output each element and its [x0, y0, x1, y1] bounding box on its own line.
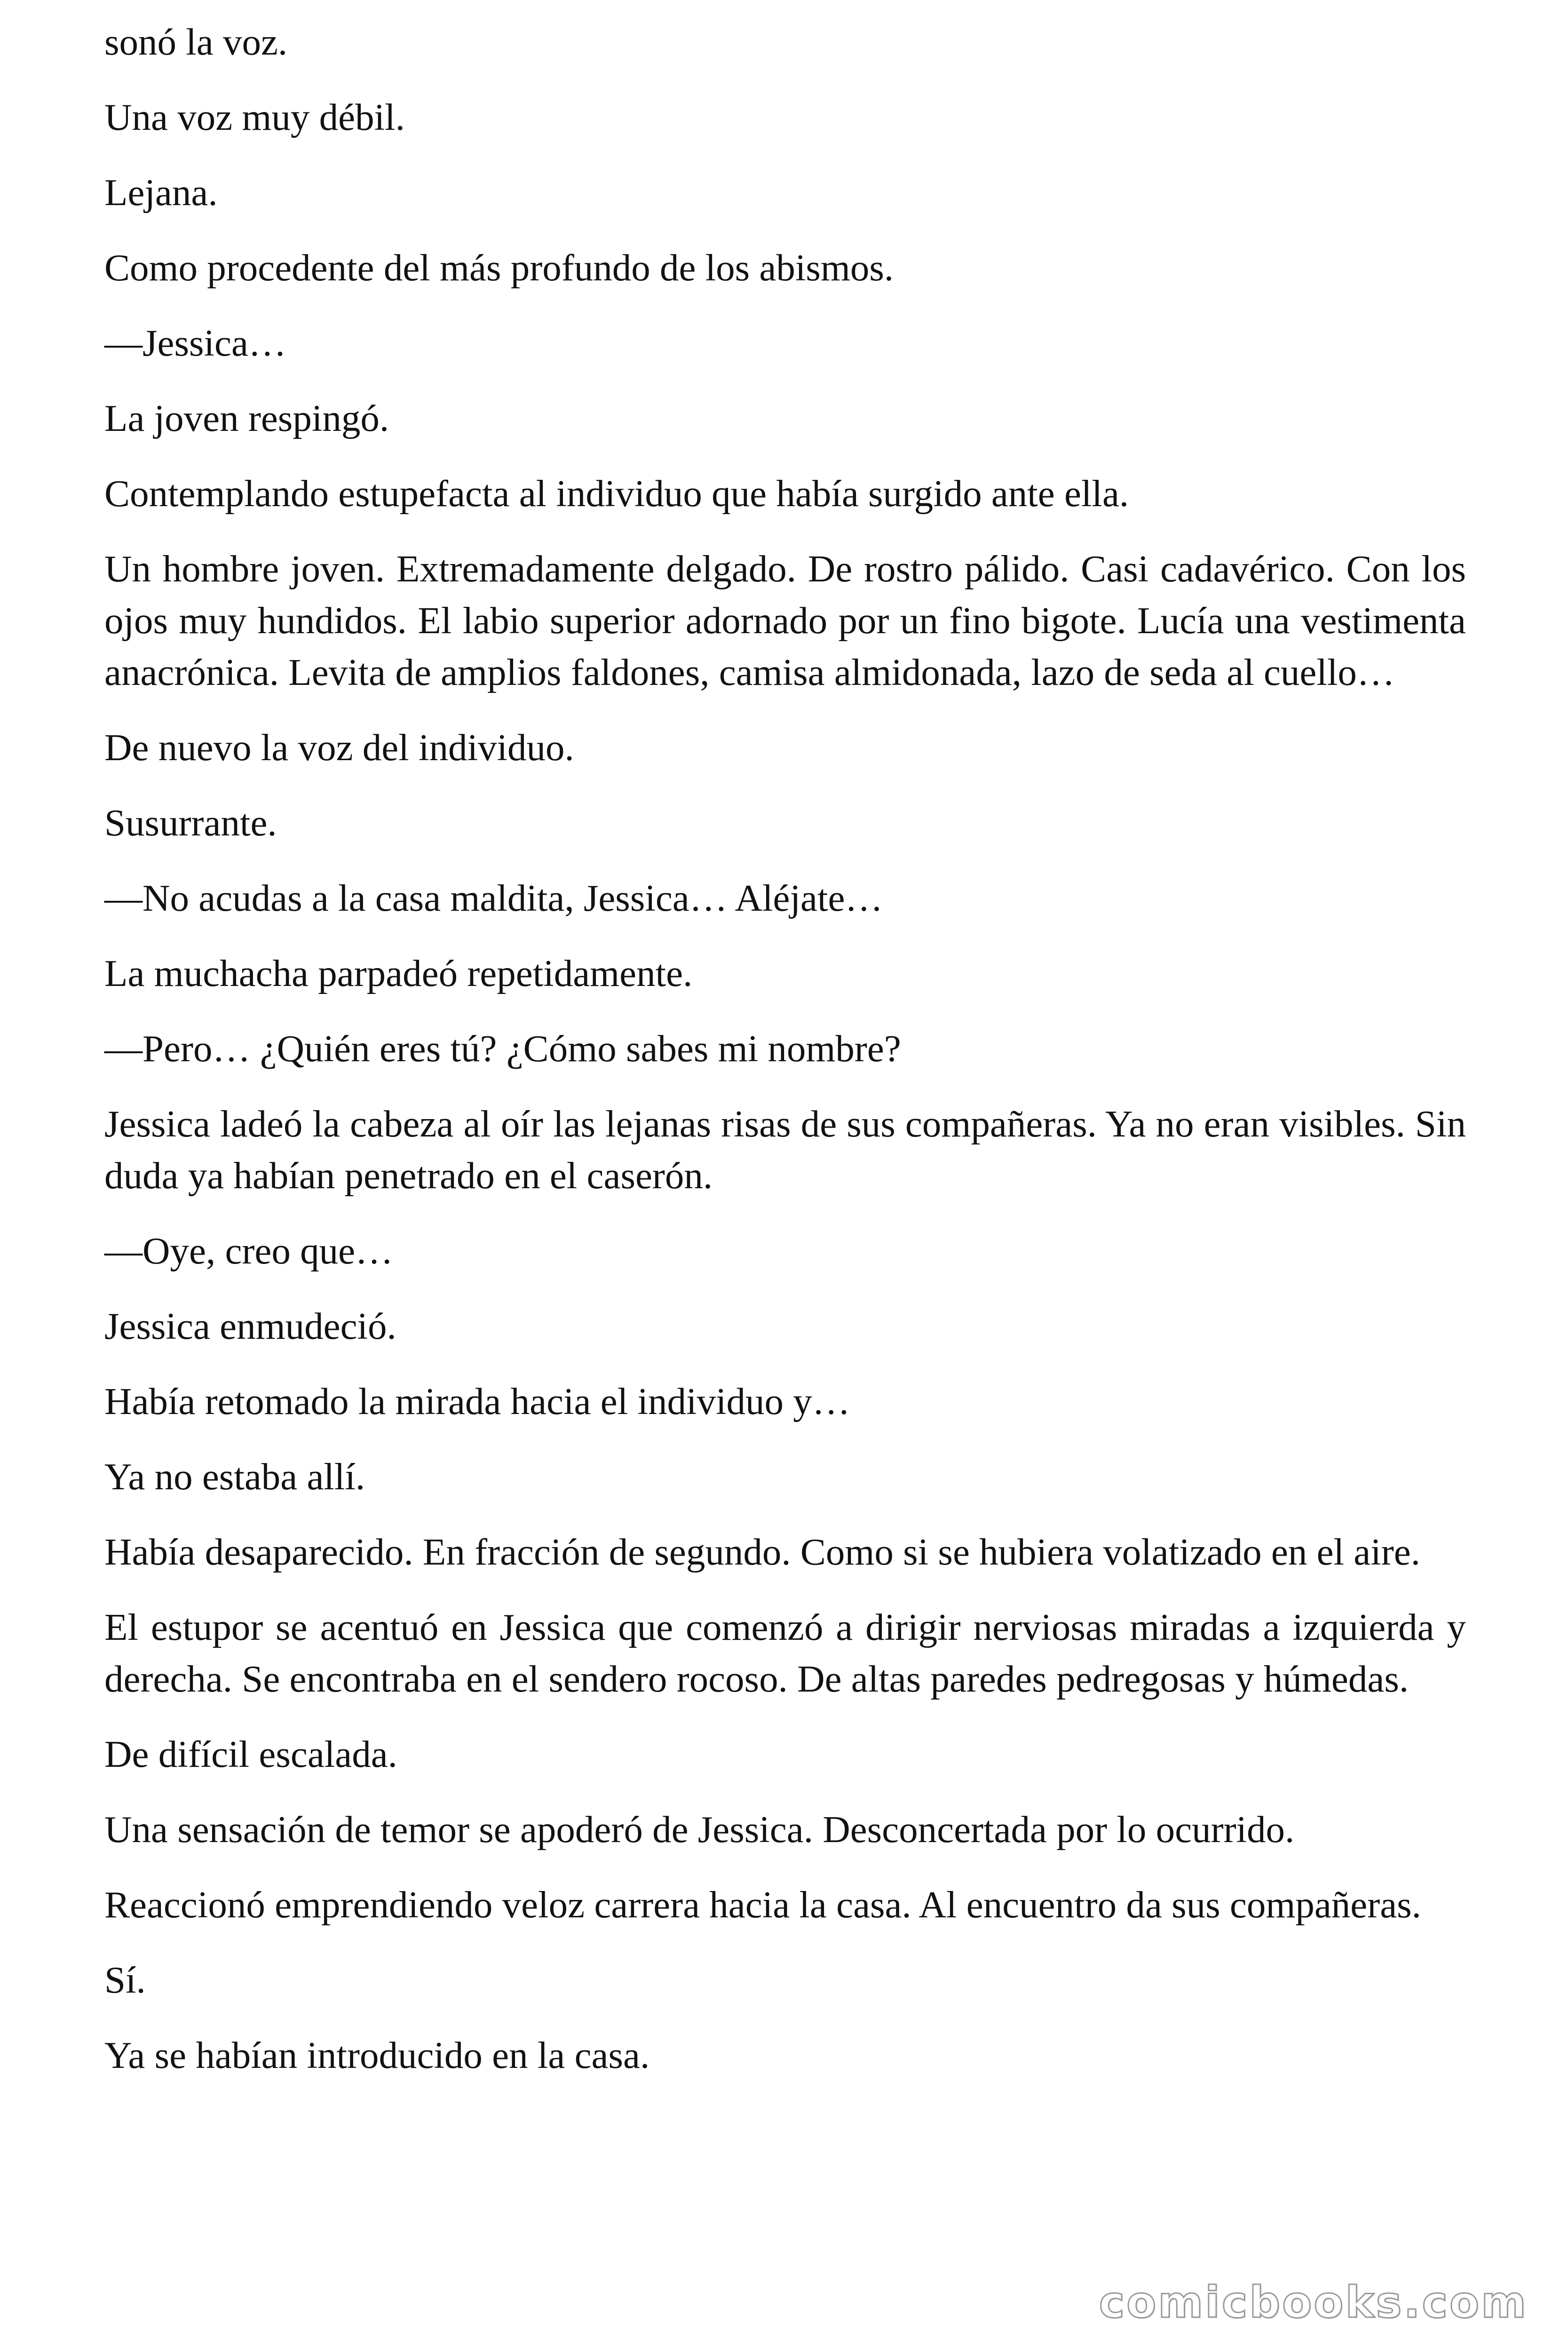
paragraph: Reaccionó emprendiendo veloz carrera hacia la casa. Al encuentro da sus compañeras.: [104, 1883, 1421, 1926]
paragraph: El estupor se acentuó en Jessica que comenzó a dirigir nerviosas miradas a izquierda y derecha. Se encontraba en el sendero rocoso. De altas paredes pedregosas y húmedas.: [104, 1606, 1466, 1700]
paragraph: Jessica ladeó la cabeza al oír las lejanas risas de sus compañeras. Ya no eran visibles. Sin duda ya habían penetrado en el caserón.: [104, 1103, 1466, 1197]
paragraph: Un hombre joven. Extremadamente delgado. De rostro pálido. Casi cadavérico. Con los ojos muy hundidos. El labio superior adornado por un fino bigote. Lucía una vestimenta anacrónica. Levita de amplios faldones, camisa almidonada, lazo de seda al cuello…: [104, 548, 1466, 693]
paragraph: Había retomado la mirada hacia el individuo y…: [104, 1380, 850, 1422]
paragraph: Como procedente del más profundo de los abismos.: [104, 246, 894, 289]
dialogue-line: —Oye, creo que…: [104, 1230, 394, 1272]
dialogue-line: —No acudas a la casa maldita, Jessica… Aléjate…: [104, 877, 883, 919]
paragraph: De difícil escalada.: [104, 1733, 397, 1775]
dialogue-line: —Jessica…: [104, 322, 286, 364]
paragraph: Ya se habían introducido en la casa.: [104, 2034, 650, 2076]
paragraph: De nuevo la voz del individuo.: [104, 726, 574, 769]
paragraph: La muchacha parpadeó repetidamente.: [104, 952, 693, 994]
paragraph: Había desaparecido. En fracción de segundo. Como si se hubiera volatizado en el aire.: [104, 1531, 1420, 1573]
paragraph: Lejana.: [104, 171, 218, 214]
paragraph: Ya no estaba allí.: [104, 1455, 365, 1498]
paragraph: sonó la voz.: [104, 21, 288, 63]
text-column: [104, 16, 1466, 2105]
paragraph: Sí.: [104, 1959, 146, 2001]
paragraph: Jessica enmudeció.: [104, 1305, 396, 1347]
paragraph: La joven respingó.: [104, 397, 389, 439]
paragraph: Una voz muy débil.: [104, 96, 405, 138]
paragraph: Susurrante.: [104, 802, 277, 844]
paragraph: Contemplando estupefacta al individuo que había surgido ante ella.: [104, 472, 1129, 515]
paragraph: Una sensación de temor se apoderó de Jessica. Desconcertada por lo ocurrido.: [104, 1808, 1295, 1851]
watermark: comicbooks.com: [1099, 2277, 1528, 2328]
dialogue-line: —Pero… ¿Quién eres tú? ¿Cómo sabes mi nombre?: [104, 1027, 901, 1070]
